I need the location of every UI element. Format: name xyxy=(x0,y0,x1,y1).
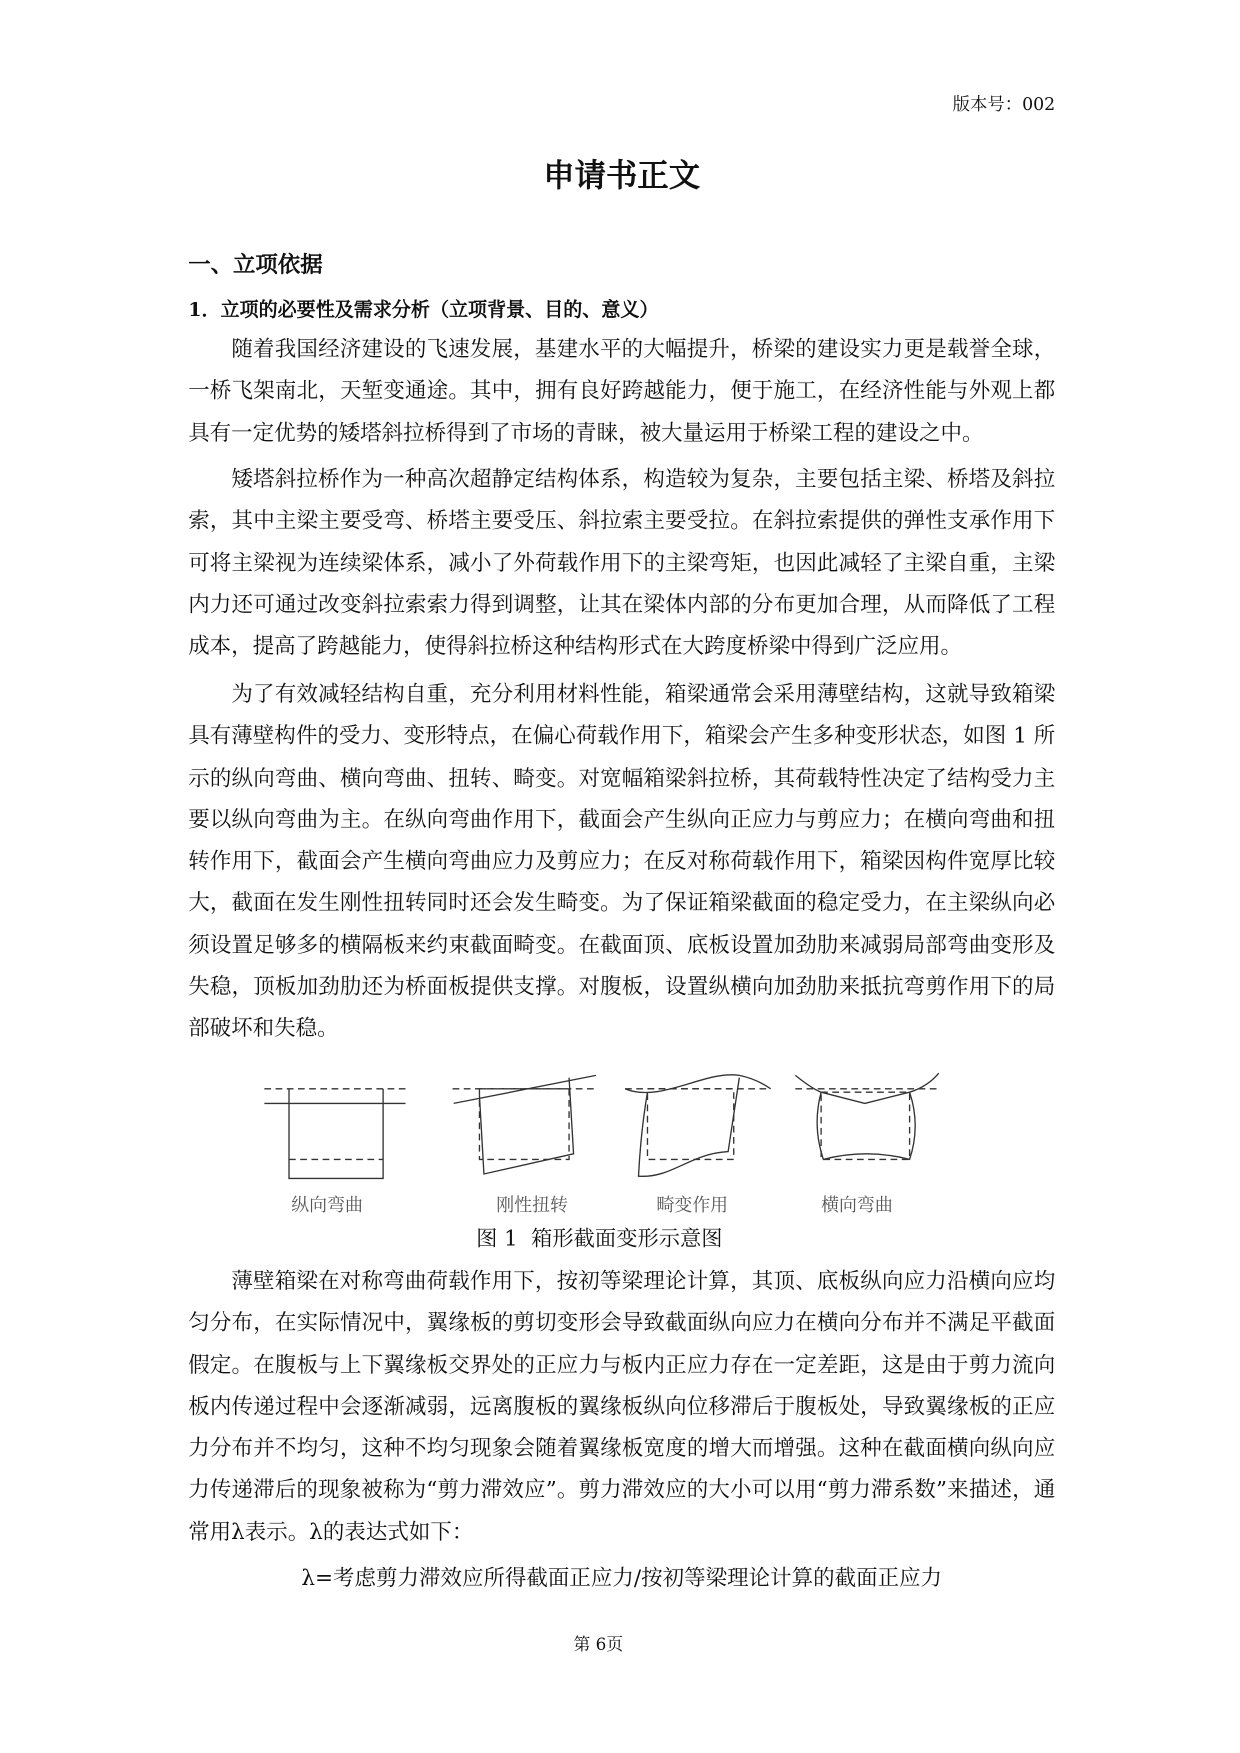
figure-label: 刚性扭转 xyxy=(496,1194,568,1216)
paragraph-line: 失稳，顶板加劲肋还为桥面板提供支撑。对腹板，设置纵横向加劲肋来抵抗弯剪作用下的局 xyxy=(188,973,1056,1000)
paragraph-line: 板内传递过程中会逐渐减弱，远离腹板的翼缘板纵向位移滞后于腹板处，导致翼缘板的正应 xyxy=(188,1393,1056,1420)
distortion-diagram xyxy=(625,1075,771,1177)
paragraph-line: 索，其中主梁主要受弯、桥塔主要受压、斜拉索主要受拉。在斜拉索提供的弹性支承作用下 xyxy=(188,507,1056,534)
figure-label: 横向弯曲 xyxy=(821,1194,893,1216)
paragraph-line: 要以纵向弯曲为主。在纵向弯曲作用下，截面会产生纵向正应力与剪应力；在横向弯曲和扭 xyxy=(188,806,1056,833)
figure-label: 纵向弯曲 xyxy=(291,1194,363,1216)
figure-label: 畸变作用 xyxy=(656,1194,729,1216)
figure-caption: 图 1 箱形截面变形示意图 xyxy=(476,1226,723,1252)
paragraph-line: 部破坏和失稳。 xyxy=(188,1015,339,1042)
paragraph-line: 一桥飞架南北，天堑变通途。其中，拥有良好跨越能力，便于施工，在经济性能与外观上都 xyxy=(188,377,1056,404)
transverse-bending-diagram xyxy=(795,1073,938,1159)
page-title: 申请书正文 xyxy=(543,156,701,194)
subsection-heading: 1．立项的必要性及需求分析（立项背景、目的、意义） xyxy=(188,299,659,322)
paragraph-line: 成本，提高了跨越能力，使得斜拉桥这种结构形式在大跨度桥梁中得到广泛应用。 xyxy=(188,633,962,659)
box-section-deformation-figure xyxy=(258,1064,953,1254)
paragraph-line: 须设置足够多的横隔板来约束截面畸变。在截面顶、底板设置加劲肋来减弱局部弯曲变形及 xyxy=(188,931,1056,958)
paragraph-line: 常用λ表示。λ的表达式如下： xyxy=(188,1518,474,1545)
paragraph-line: 矮塔斜拉桥作为一种高次超静定结构体系，构造较为复杂，主要包括主梁、桥塔及斜拉 xyxy=(231,466,1056,492)
paragraph-line: 转作用下，截面会产生横向弯曲应力及剪应力；在反对称荷载作用下，箱梁因构件宽厚比较 xyxy=(188,848,1056,874)
paragraph-line: 为了有效减轻结构自重，充分利用材料性能，箱梁通常会采用薄壁结构，这就导致箱梁 xyxy=(231,681,1056,707)
paragraph-line: 力传递滞后的现象被称为“剪力滞效应”。剪力滞效应的大小可以用“剪力滞系数”来描述，通 xyxy=(188,1476,1056,1503)
version-number: 版本号：002 xyxy=(952,94,1056,115)
paragraph xyxy=(188,1260,1055,1552)
paragraph-line: 大，截面在发生刚性扭转同时还会发生畸变。为了保证箱梁截面的稳定受力，在主梁纵向必 xyxy=(188,889,1056,916)
paragraph-line: 具有薄壁构件的受力、变形特点，在偏心荷载作用下，箱梁会产生多种变形状态，如图 1 所 xyxy=(188,722,1056,749)
paragraph-line: 匀分布，在实际情况中，翼缘板的剪切变形会导致截面纵向应力在横向分布并不满足平截面 xyxy=(188,1309,1056,1336)
paragraph xyxy=(188,458,1055,667)
paragraph-line: 内力还可通过改变斜拉索索力得到调整，让其在梁体内部的分布更加合理，从而降低了工程 xyxy=(188,591,1056,618)
paragraph xyxy=(188,673,1055,1049)
paragraph-line: 示的纵向弯曲、横向弯曲、扭转、畸变。对宽幅箱梁斜拉桥，其荷载特性决定了结构受力主 xyxy=(188,764,1056,791)
paragraph-line: 随着我国经济建设的飞速发展，基建水平的大幅提升，桥梁的建设实力更是载誉全球， xyxy=(231,336,1056,362)
longitudinal-bending-diagram xyxy=(264,1089,407,1179)
section-heading: 一、立项依据 xyxy=(188,250,323,278)
paragraph-line: 可将主梁视为连续梁体系，减小了外荷载作用下的主梁弯矩，也因此减轻了主梁自重，主梁 xyxy=(188,549,1056,576)
page-number: 第 6页 xyxy=(573,1634,624,1655)
paragraph-line: 力分布并不均匀，这种不均匀现象会随着翼缘板宽度的增大而增强。这种在截面横向纵向应 xyxy=(188,1435,1056,1461)
paragraph xyxy=(188,328,1055,453)
paragraph-line: 薄壁箱梁在对称弯曲荷载作用下，按初等梁理论计算，其顶、底板纵向应力沿横向应均 xyxy=(231,1268,1056,1294)
formula: λ=考虑剪力滞效应所得截面正应力/按初等梁理论计算的截面正应力 xyxy=(301,1564,943,1591)
rigid-torsion-diagram xyxy=(453,1075,596,1174)
paragraph-line: 假定。在腹板与上下翼缘板交界处的正应力与板内正应力存在一定差距，这是由于剪力流向 xyxy=(188,1351,1056,1378)
paragraph-line: 具有一定优势的矮塔斜拉桥得到了市场的青睐，被大量运用于桥梁工程的建设之中。 xyxy=(188,419,984,446)
